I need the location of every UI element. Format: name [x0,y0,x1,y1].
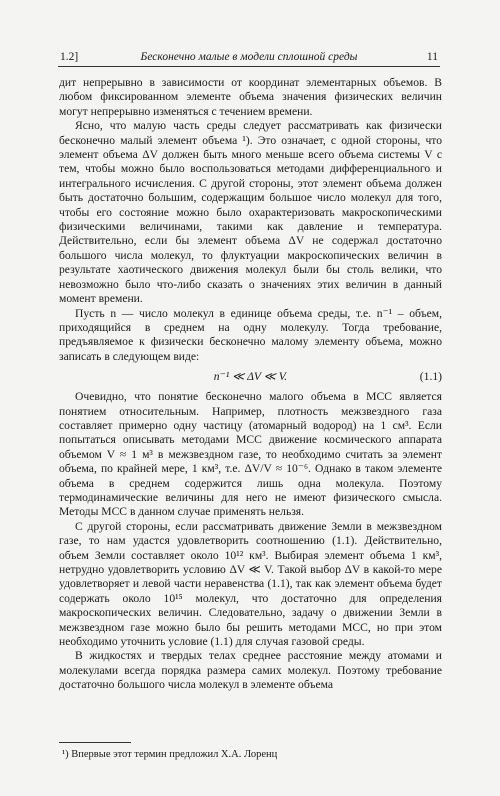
paragraph-molecule-count: Пусть n — число молекул в единице объема среды, т.е. n⁻¹ – объем, приходящийся в среднем на одну молекулу. Тогда требование, предъявляемое к физически бесконечно малому элементу объема, можно записать в следующем виде: [59,306,442,363]
footnote-divider [59,742,131,743]
section-number: 1.2] [60,51,79,63]
footnote: ¹) Впервые этот термин предложил Х.А. Лоренц [62,749,278,760]
running-header [58,48,440,67]
equation-1-1 [59,364,442,390]
equation-text: n⁻¹ ≪ ΔV ≪ V. [213,370,288,384]
paragraph-relative-concept: Очевидно, что понятие бесконечно малого объема в МСС является понятием относительным. Например, плотность межзвездного газа составляет примерно одну частицу (атомарный водород) на 1 см³. Если попытаться описывать методами МСС движение космического аппарата объемом V ≈ 1 м³ в межзвездном газе, то необходимо считать за элемент объема, по крайней мере, 1 км³, т.е. ΔV/V ≈ 10⁻⁶. Однако в таком элементе объема в среднем содержится лишь одна молекула. Поэтому термодинамические величины для него не имеют физического смысла. Методы МСС в данном случае применять нельзя. [59,390,442,519]
page-number: 11 [426,51,438,63]
paragraph-continued: дит непрерывно в зависимости от координат элементарных объемов. В любом фиксированном элементе объема значения физических величин могут непрерывно изменяться с течением времени. [59,76,442,118]
equation-number: (1.1) [419,370,442,384]
main-text [59,76,442,693]
running-title: Бесконечно малые в модели сплошной среды [140,51,358,63]
paragraph-liquids-solids: В жидкостях и твердых телах среднее расстояние между атомами и молекулами всегда порядка размера самих молекул. Поэтому требование достаточно большого числа молекул в элементе объема [59,649,442,692]
paragraph-earth-motion: С другой стороны, если рассматривать движение Земли в межзвездном газе, то нам удастся удовлетворить соотношению (1.1). Действительно, объем Земли составляет около 10¹² км³. Выбирая элемент объема 1 км³, нетрудно удовлетворить условию ΔV ≪ V. Такой выбор ΔV в какой-то мере удовлетворяет и левой части неравенства (1.1), так как элемент объема будет содержать около 10¹⁵ молекул, что достаточно для определения макроскопических величин. Следовательно, задачу о движении Земли в межзвездном газе можно было бы решить методами МСС, но при этом необходимо уточнить условие (1.1) для случая газовой среды. [59,519,442,649]
paragraph-small-volume: Ясно, что малую часть среды следует рассматривать как физически бесконечно малый элемент объема ¹). Это означает, с одной стороны, что элемент объема ΔV должен быть много меньше всего объема системы V с тем, чтобы можно было воспользоваться методами дифференциального и интегрального исчисления. С другой стороны, этот элемент объема должен быть достаточно большим, содержащим большое число молекул для того, чтобы его состояние можно было охарактеризовать макроскопическими физическими величинами, такими как давление и температура. Действительно, если бы элемент объема ΔV не содержал достаточно большого числа молекул, то флуктуации макроскопических величин в результате хаотического движения молекул были бы столь велики, что невозможно было что-либо сказать о значениях этих величин в данный момент времени. [59,119,442,306]
